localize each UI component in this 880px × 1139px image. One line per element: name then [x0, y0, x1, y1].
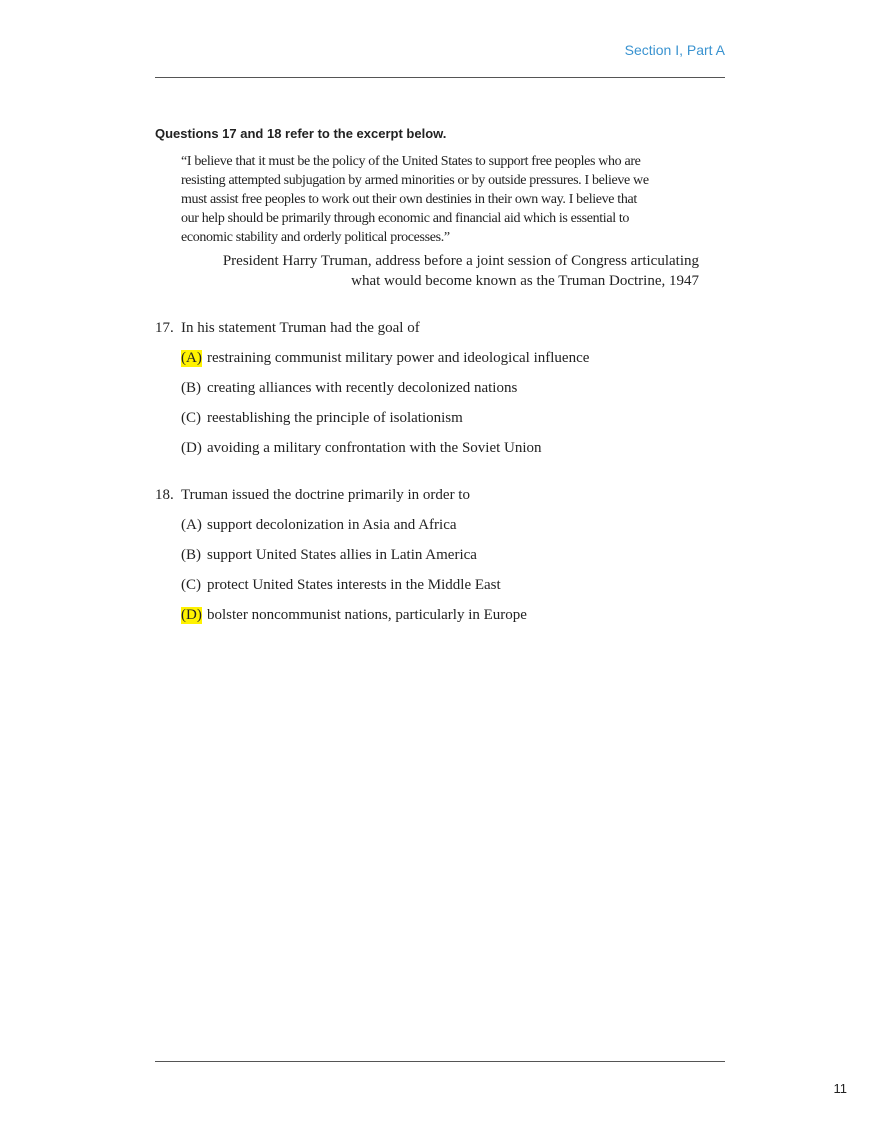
choice-18-c[interactable]: [155, 577, 725, 599]
choice-18-d[interactable]: [155, 607, 725, 629]
choice-letter: (A): [181, 350, 202, 366]
attribution-line: what would become known as the Truman Doctrine, 1947: [351, 273, 699, 289]
section-label: Section I, Part A: [624, 42, 725, 58]
question-number: 18.: [155, 487, 174, 503]
question-17: [155, 320, 725, 462]
choice-text: bolster noncommunist nations, particularly in Europe: [207, 607, 527, 623]
choice-text: support decolonization in Asia and Africa: [207, 517, 457, 533]
choice-17-c[interactable]: [155, 410, 725, 432]
question-stem: [155, 320, 725, 342]
excerpt-quote: [181, 152, 701, 247]
header-divider: [155, 77, 725, 78]
choice-text: protect United States interests in the Middle East: [207, 577, 501, 593]
excerpt-line: economic stability and orderly political processes.”: [181, 230, 450, 245]
choice-letter: (D): [181, 440, 202, 456]
excerpt-attribution: [181, 251, 699, 291]
choice-letter: (C): [181, 577, 201, 593]
choice-text: creating alliances with recently decolonized nations: [207, 380, 518, 396]
choice-17-a[interactable]: [155, 350, 725, 372]
question-set-intro: Questions 17 and 18 refer to the excerpt below.: [155, 126, 447, 141]
footer-divider: [155, 1061, 725, 1062]
choice-letter: (A): [181, 517, 202, 533]
excerpt-line: our help should be primarily through economic and financial aid which is essential to: [181, 211, 630, 226]
choice-letter: (D): [181, 607, 202, 623]
choice-18-a[interactable]: [155, 517, 725, 539]
question-text: Truman issued the doctrine primarily in order to: [181, 487, 470, 503]
choice-text: support United States allies in Latin America: [207, 547, 477, 563]
choice-17-d[interactable]: [155, 440, 725, 462]
choice-letter: (B): [181, 380, 201, 396]
choice-18-b[interactable]: [155, 547, 725, 569]
question-text: In his statement Truman had the goal of: [181, 320, 420, 336]
choice-letter: (C): [181, 410, 201, 426]
excerpt-line: resisting attempted subjugation by armed minorities or by outside pressures. I believe we: [181, 173, 649, 188]
choice-text: avoiding a military confrontation with the Soviet Union: [207, 440, 542, 456]
choice-text: restraining communist military power and ideological influence: [207, 350, 590, 366]
excerpt-line: “I believe that it must be the policy of the United States to support free peoples who are: [181, 154, 641, 169]
choice-text: reestablishing the principle of isolationism: [207, 410, 463, 426]
excerpt-line: must assist free peoples to work out their own destinies in their own way. I believe that: [181, 192, 637, 207]
question-number: 17.: [155, 320, 174, 336]
page-number: 11: [833, 1081, 847, 1096]
choice-17-b[interactable]: [155, 380, 725, 402]
choice-letter: (B): [181, 547, 201, 563]
question-stem: [155, 487, 725, 509]
question-18: [155, 487, 725, 629]
attribution-line: President Harry Truman, address before a joint session of Congress articulating: [222, 253, 699, 269]
